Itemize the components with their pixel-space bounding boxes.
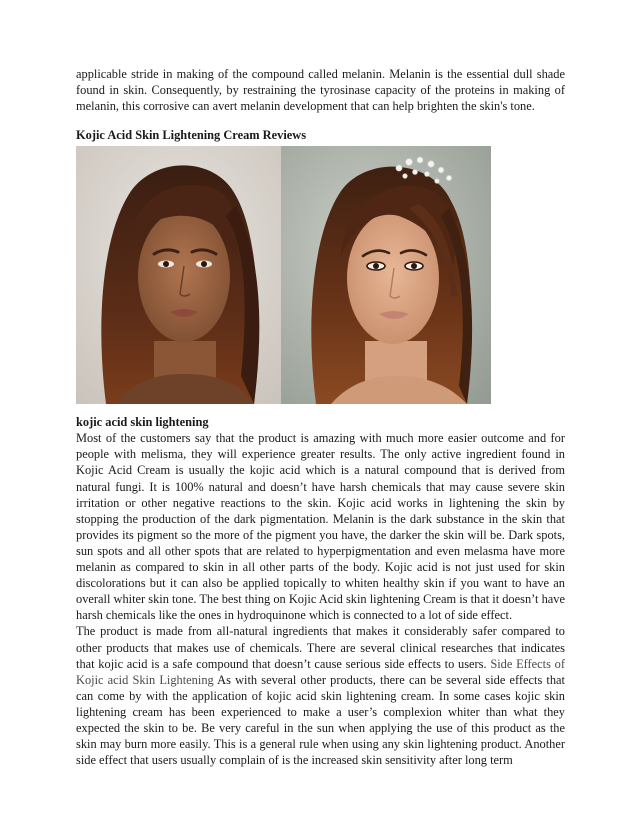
side-effects-link[interactable]: Side Effects of Kojic acid Skin Lightening (76, 656, 565, 687)
main-paragraph: Most of the customers say that the product is amazing with much more easier outcome and for people with melisma, they will experience greater results. The only active ingredient found in Kojic Acid Cream is usually the kojic acid which is a natural compound that is derived from natural fungi. It is 100% natural and doesn’t have harsh chemicals that may cause severe skin irritation or other negative reactions to the skin. Kojic acid works in lightening the skin by stopping the production of the dark pigmentation. Melanin is the dark substance in the skin that provides its pigment so the more of the pigment you have, the darker the skin will be. Dark spots, sun spots and all other spots that are related to hyperpigmentation and even melasma have more melanin as compared to skin in all other parts of the body. Kojic acid is not just used for skin discolorations but it can also be applied topically to whiten healthy skin if you want to have an overall whiter skin tone. The best thing on Kojic Acid skin lightening Cream is that it doesn’t have harsh chemicals like the ones in hydroquinone which is connected to a lot of side effect. (76, 431, 565, 623)
last-paragraph-part-b: As with several other products, there can be several side effects that can come by with the application of kojic acid skin lightening cream. In some cases kojic skin lightening cream has been experienced to make a user’s complexion whiter than what they expected the skin to be. Be very careful in the sun when applying the use of this product as the skin may burn more easily. This is a general rule when using any skin lightening product. Another side effect that users usually complain of is the increased skin sensitivity after long term (76, 672, 565, 768)
before-after-image (76, 146, 491, 404)
before-photo (76, 146, 281, 404)
intro-paragraph: applicable stride in making of the compound called melanin. Melanin is the essential dull shade found in skin. Consequently, by restraining the tyrosinase capacity of the proteins in making of melanin, this corrosive can avert melanin development that can help brighten the skin's tone. (76, 67, 565, 114)
last-paragraph-part-a: The product is made from all-natural ingredients that makes it considerably safer compared to other products that makes use of chemicals. There are several clinical researches that indicates that kojic acid is a safe compound that doesn’t cause serious side effects to users. (76, 624, 565, 671)
section-heading: Kojic Acid Skin Lightening Cream Reviews (76, 128, 307, 143)
document-page (76, 66, 565, 768)
after-photo (281, 146, 491, 404)
subheading: kojic acid skin lightening (76, 415, 209, 430)
last-paragraph (76, 623, 565, 768)
